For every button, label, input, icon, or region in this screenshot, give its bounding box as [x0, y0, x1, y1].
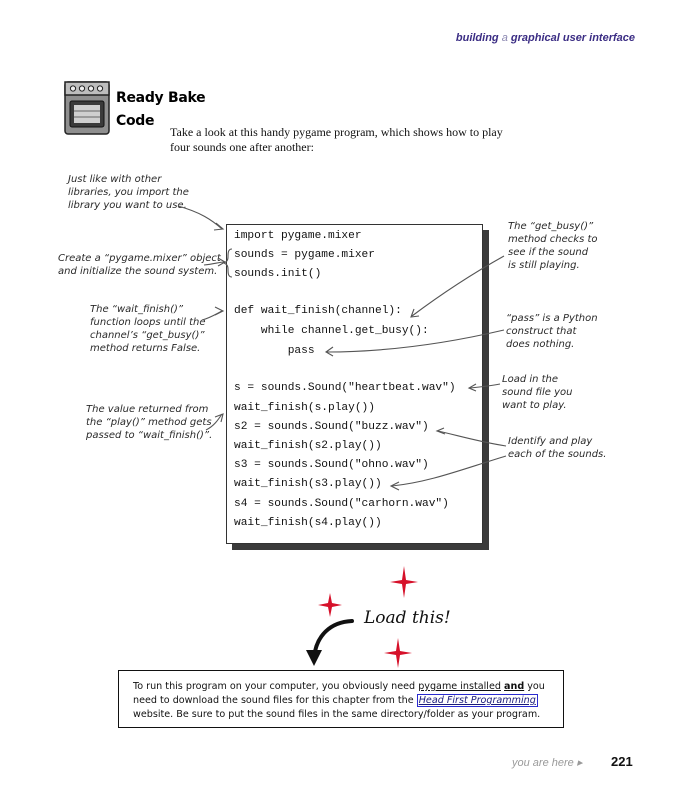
- annotation-line: want to play.: [502, 400, 567, 411]
- annotation-line: The “get_busy()”: [508, 221, 594, 232]
- header-part-a: a: [501, 32, 508, 44]
- code-line: wait_finish(s4.play()): [234, 517, 382, 529]
- arrow-return-value: [206, 414, 222, 430]
- annotation-line: method returns False.: [90, 343, 201, 354]
- code-line: sounds.init(): [234, 268, 322, 280]
- info-text-underlined: pygame installed: [418, 681, 501, 692]
- code-line: wait_finish(s.play()): [234, 402, 375, 414]
- you-are-here-label: you are here ▸: [512, 757, 583, 769]
- annotation-line: “pass” is a Python: [506, 313, 598, 324]
- annotation-line: passed to “wait_finish()”.: [86, 430, 213, 441]
- head-first-programming-link[interactable]: Head First Programming: [418, 695, 536, 706]
- header-part-building: building: [455, 32, 499, 44]
- annotation-line: libraries, you import the: [68, 187, 189, 198]
- arrow-import: [178, 206, 222, 229]
- ready-bake-title-line2: Code: [116, 113, 155, 129]
- info-text-and: and: [504, 681, 525, 692]
- annotation-line: Create a “pygame.mixer” object: [58, 253, 221, 264]
- annotation-line: construct that: [506, 326, 577, 337]
- arrow-get-busy: [412, 256, 504, 316]
- arrow-wait-finish: [202, 311, 222, 320]
- curved-arrow-icon: [306, 621, 352, 666]
- star-icon: [390, 566, 418, 598]
- annotation-line: function loops until the: [90, 317, 206, 328]
- code-line: s4 = sounds.Sound("carhorn.wav"): [234, 498, 449, 510]
- info-text: you need to download the sound files for this chapter from the: [133, 681, 545, 706]
- code-line: s2 = sounds.Sound("buzz.wav"): [234, 421, 429, 433]
- ready-bake-title-line1: Ready Bake: [116, 90, 206, 106]
- annotation-line: Load in the: [502, 374, 559, 385]
- star-icon: [318, 593, 342, 617]
- annotation-line: library you want to use.: [68, 200, 187, 211]
- arrow-identify-1: [438, 431, 506, 446]
- page-number: 221: [611, 754, 633, 769]
- annotation-line: Just like with other: [68, 174, 162, 185]
- code-line: wait_finish(s2.play()): [234, 440, 382, 452]
- annotation-line: The value returned from: [86, 404, 209, 415]
- annotation-line: Identify and play: [508, 436, 593, 447]
- header-part-gui: graphical user interface: [510, 32, 635, 44]
- annotation-line: is still playing.: [508, 260, 580, 271]
- info-text: website. Be sure to put the sound files in the same directory/folder as your program.: [133, 709, 541, 720]
- annotation-line: each of the sounds.: [508, 449, 607, 460]
- code-line: wait_finish(s3.play()): [234, 478, 382, 490]
- annotation-line: method checks to: [508, 234, 598, 245]
- code-line: def wait_finish(channel):: [234, 305, 402, 317]
- arrow-pass: [326, 330, 504, 352]
- code-line: s = sounds.Sound("heartbeat.wav"): [234, 382, 456, 394]
- code-line: s3 = sounds.Sound("ohno.wav"): [234, 459, 429, 471]
- annotation-line: sound file you: [502, 387, 573, 398]
- annotation-line: see if the sound: [508, 247, 589, 258]
- code-bracket: [224, 249, 232, 277]
- annotation-line: the “play()” method gets: [86, 417, 212, 428]
- info-box: [118, 670, 564, 728]
- annotation-line: does nothing.: [506, 339, 575, 350]
- load-this-label: Load this!: [364, 608, 451, 628]
- annotation-line: and initialize the sound system.: [58, 266, 218, 277]
- info-text: To run this program on your computer, you obviously need: [133, 681, 419, 692]
- code-line: sounds = pygame.mixer: [234, 249, 375, 261]
- code-line: pass: [234, 345, 315, 357]
- code-line: while channel.get_busy():: [234, 325, 429, 337]
- star-icon: [384, 638, 412, 668]
- intro-text: Take a look at this handy pygame program, which shows how to play four sounds one after another:: [170, 125, 503, 154]
- arrow-identify-2: [392, 456, 506, 486]
- annotation-line: channel’s “get_busy()”: [90, 330, 205, 341]
- code-line: import pygame.mixer: [234, 230, 362, 242]
- annotation-line: The “wait_finish()”: [90, 304, 184, 315]
